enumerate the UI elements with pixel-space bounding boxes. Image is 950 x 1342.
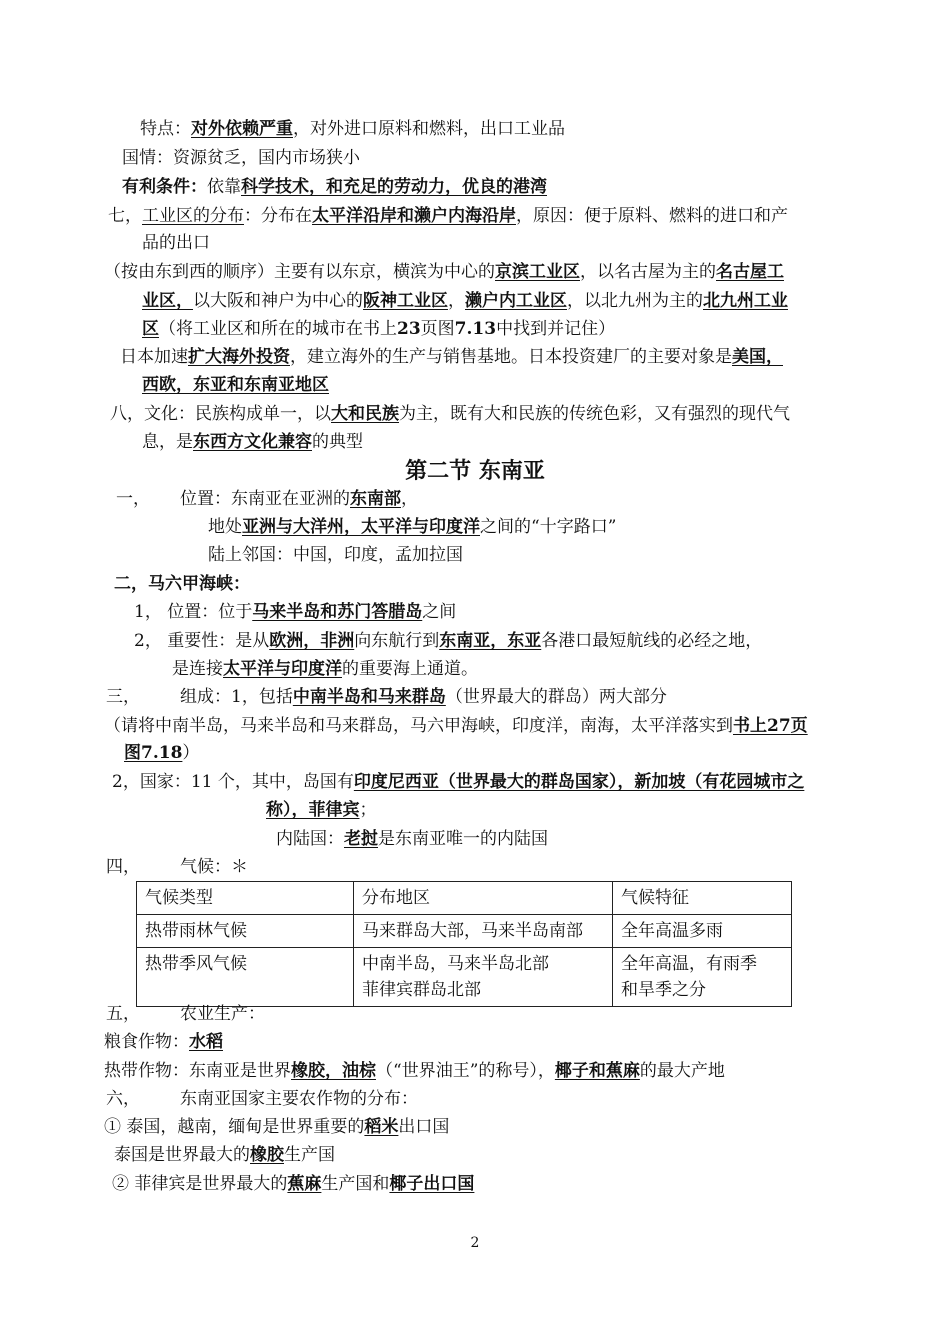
line-crossroads: 地处亚洲与大洋州，太平洋与印度洋之间的“十字路口” bbox=[208, 517, 617, 537]
item-six-number: 六， bbox=[106, 1089, 140, 1109]
table-row bbox=[137, 948, 792, 1007]
table-cell: 马来群岛大部，马来半岛南部 bbox=[354, 915, 613, 948]
item-one-number: 一， bbox=[116, 489, 150, 509]
table-cell: 热带雨林气候 bbox=[137, 915, 354, 948]
table-cell-line: 和旱季之分 bbox=[621, 980, 706, 1000]
line-industrial-distribution-cont: 品的出口 bbox=[142, 233, 210, 253]
line-philippines: ② 菲律宾是世界最大的蕉麻生产国和椰子出口国 bbox=[112, 1174, 475, 1194]
line-overseas-investment-cont: 西欧，东亚和东南亚地区 bbox=[142, 375, 329, 395]
line-countries: 2，国家：11 个，其中，岛国有印度尼西亚（世界最大的群岛国家），新加坡（有花园城市之 bbox=[112, 772, 805, 792]
line-countries-cont: 称），菲律宾； bbox=[266, 800, 377, 820]
line-crop-distribution: 东南亚国家主要农作物的分布： bbox=[180, 1089, 418, 1109]
section-title: 第二节 东南亚 bbox=[405, 458, 545, 484]
line-strait-importance-cont: 是连接太平洋与印度洋的重要海上通道。 bbox=[172, 659, 478, 679]
table-cell bbox=[354, 948, 613, 1007]
table-row bbox=[137, 915, 792, 948]
table-cell bbox=[613, 948, 792, 1007]
line-land-neighbors: 陆上邻国：中国，印度，孟加拉国 bbox=[208, 545, 463, 565]
line-tropical-crops: 热带作物：东南亚是世界橡胶，油棕（“世界油王”的称号），椰子和蕉麻的最大产地 bbox=[104, 1061, 725, 1081]
climate-table bbox=[136, 881, 792, 1007]
line-industrial-distribution: 七，工业区的分布：分布在太平洋沿岸和濑户内海沿岸，原因：便于原料、燃料的进口和产 bbox=[108, 206, 788, 226]
table-cell-line: 中南半岛，马来半岛北部 bbox=[362, 954, 549, 974]
line-location: 位置：东南亚在亚洲的东南部， bbox=[180, 489, 418, 509]
table-cell-line: 菲律宾群岛北部 bbox=[362, 980, 481, 1000]
table-cell-line: 全年高温，有雨季 bbox=[621, 954, 757, 974]
line-rice-exporters: ① 泰国，越南，缅甸是世界重要的稻米出口国 bbox=[104, 1117, 450, 1137]
line-composition: 组成：1，包括中南半岛和马来群岛（世界最大的群岛）两大部分 bbox=[180, 687, 667, 707]
line-national-conditions: 国情：资源贫乏，国内市场狭小 bbox=[122, 148, 360, 168]
line-food-crops: 粮食作物：水稻 bbox=[104, 1032, 223, 1052]
line-industrial-zones-1: （按由东到西的顺序）主要有以东京，横滨为中心的京滨工业区，以名古屋为主的名古屋工 bbox=[104, 262, 784, 282]
heading-malacca-strait: 二，马六甲海峡： bbox=[114, 574, 250, 594]
line-landlocked: 内陆国：老挝是东南亚唯一的内陆国 bbox=[276, 829, 548, 849]
page-number: 2 bbox=[470, 1235, 480, 1251]
line-strait-location: 1， 位置：位于马来半岛和苏门答腊岛之间 bbox=[134, 602, 457, 622]
table-header-cell: 气候类型 bbox=[137, 882, 354, 915]
line-rubber-producer: 泰国是世界最大的橡胶生产国 bbox=[114, 1145, 335, 1165]
line-map-instruction-cont: 图7.18） bbox=[124, 743, 200, 763]
line-overseas-investment: 日本加速扩大海外投资，建立海外的生产与销售基地。日本投资建厂的主要对象是美国， bbox=[120, 347, 783, 367]
item-four-number: 四， bbox=[106, 857, 140, 877]
line-map-instruction: （请将中南半岛，马来半岛和马来群岛，马六甲海峡，印度洋，南海，太平洋落实到书上27页 bbox=[104, 716, 808, 736]
table-header-cell: 气候特征 bbox=[613, 882, 792, 915]
line-culture-cont: 息，是东西方文化兼容的典型 bbox=[142, 432, 363, 452]
line-strait-importance: 2， 重要性：是从欧洲，非洲向东航行到东南亚，东亚各港口最短航线的必经之地， bbox=[134, 631, 763, 651]
table-header-cell: 分布地区 bbox=[354, 882, 613, 915]
line-agriculture: 农业生产： bbox=[180, 1004, 265, 1024]
table-cell: 全年高温多雨 bbox=[613, 915, 792, 948]
line-favorable-conditions: 有利条件：依靠科学技术，和充足的劳动力，优良的港湾 bbox=[122, 177, 547, 197]
line-industrial-zones-3: 区（将工业区和所在的城市在书上23页图7.13中找到并记住） bbox=[142, 319, 616, 339]
item-three-number: 三， bbox=[106, 687, 140, 707]
table-cell: 热带季风气候 bbox=[137, 948, 354, 1007]
line-culture: 八，文化：民族构成单一，以大和民族为主，既有大和民族的传统色彩，又有强烈的现代气 bbox=[110, 404, 790, 424]
line-industrial-zones-2: 业区，以大阪和神户为中心的阪神工业区，濑户内工业区，以北九州为主的北九州工业 bbox=[142, 291, 788, 311]
item-five-number: 五， bbox=[106, 1004, 140, 1024]
table-header-row bbox=[137, 882, 792, 915]
line-climate: 气候：＊ bbox=[180, 857, 248, 877]
line-japan-features: 特点：对外依赖严重，对外进口原料和燃料，出口工业品 bbox=[140, 119, 565, 139]
